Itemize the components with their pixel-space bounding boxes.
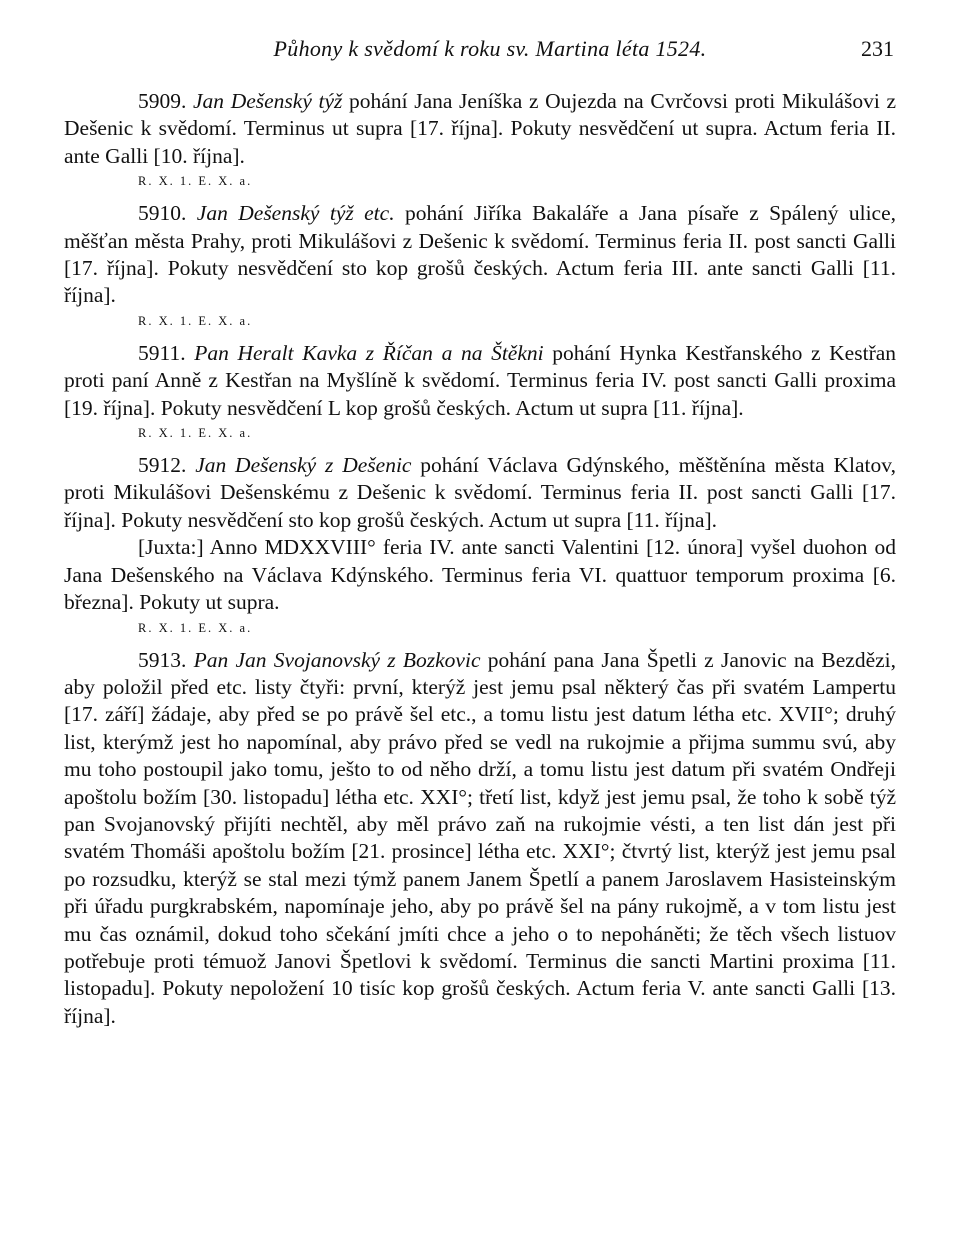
entry-5911 [64,340,896,442]
entry-5913 [64,647,896,1031]
entry-number: 5911. [138,340,186,365]
entry-number: 5912. [138,453,187,478]
entry-paragraph [64,340,896,422]
entry-number: 5910. [138,201,187,226]
entry-text: pohání pana Jana Špetli z Janovic na Bezdězi, aby položil před etc. listy čtyři: první, kterýž jest jemu psal některý čas při svatém Lampertu [17. září] žádaje, aby před se po právě šel etc., a tomu listu jest datum létha etc. XVII°; druhý list, kterýmž jest ho napomínal, aby právo před se vedl na rukojmie a přijma summu svú, aby mu toho postoupil jako tomu, ješto to od něho drží, a tomu listu jest datum při svatém Ondřeji apoštolu božím [30. listopadu] létha etc. XXI°; třetí list, když jest jemu psal, že toho k sobě týž pan Svojanovský přijíti nechtěl, aby měl právo zaň na rukojmie vésti, a ten list dán jest při svatém Thomáši apoštolu božím [21. prosince] létha etc. XXI°; čtvrtý list, kterýž jest jemu psal po rozsudku, kterýž se stal mezi týmž panem Janem Špetlí a panem Jaroslavem Hasisteinským při úřadu purgkrabském, napomínaje jeho, aby po právě šel na pány rukojmě, a v tom listu jest mu čas oznámil, dokud toho sčekání jmíti chce a jeho o to nepoháněti; že těch všech listuov potřebuje proti témuož Janovi Špetlovi k svědomí. Terminus die sancti Martini proxima [11. listopadu]. Pokuty nepoložení 10 tisíc kop grošů českých. Actum feria V. ante sancti Galli [13. října]. [64,647,897,1028]
entry-number: 5913. [138,647,187,672]
entry-party: Pan Jan Svojanovský z Bozkovic [193,647,481,672]
entry-party: Jan Dešenský týž etc. [196,201,395,226]
entry-number: 5909. [138,89,187,113]
entry-text: pohání Jiříka Bakaláře a Jana písaře z Spálený ulice, měšťan města Prahy, proti Mikulášovi z Dešenic k svědomí. Terminus feria II. post sancti Galli [17. října]. Pokuty nesvědčení sto kop grošů českých. Actum feria III. ante sancti Galli [11. října]. [64,201,897,308]
entry-text: pohání Václava Gdýnského, měštěnína města Klatov, proti Mikulášovi Dešenskému z Dešenic k svědomí. Terminus feria II. post sancti Galli [17. října]. Pokuty nesvědčení sto kop grošů českých. Actum ut supra [11. října]. [64,453,897,532]
entry-5909 [64,88,896,190]
entry-siglum: R. X. 1. E. X. a. [138,620,253,635]
entry-party: Jan Dešenský z Dešenic [195,453,412,478]
entry-paragraph [64,452,896,534]
entry-paragraph [64,647,896,1031]
page-number: 231 [861,36,894,61]
entry-paragraph [64,200,896,310]
entry-text: pohání Hynka Kestřanského z Kestřan proti paní Anně z Kestřan na Myšlíně k svědomí. Terminus feria IV. post sancti Galli proxima [19. října]. Pokuty nesvědčení L kop grošů českých. Actum ut supra [11. října]. [64,340,897,420]
entry-siglum: R. X. 1. E. X. a. [138,313,253,328]
entry-party: Pan Heralt Kavka z Říčan a na Štěkni [194,340,544,365]
entry-5912 [64,452,896,636]
entry-5910 [64,200,896,330]
running-title: Půhony k svědomí k roku sv. Martina léta 1524. [273,36,707,61]
entry-note: [Juxta:] Anno MDXXVIII° feria IV. ante sancti Valentini [12. února] vyšel duohon od Jana Dešenského na Václava Kdýnského. Terminus feria VI. quattuor temporum proxima [6. března]. Pokuty ut supra. [64,535,896,615]
entry-paragraph [64,88,896,170]
entry-siglum: R. X. 1. E. X. a. [138,174,253,189]
entry-text: pohání Jana Jeníška z Oujezda na Cvrčovsi proti Mikulášovi z Dešenic k svědomí. Terminus ut supra [17. října]. Pokuty nesvědčení ut supra. Actum feria II. ante Galli [10. října]. [64,89,896,168]
body-text [64,88,896,1039]
entry-siglum: R. X. 1. E. X. a. [138,426,253,441]
entry-party: Jan Dešenský týž [193,89,343,113]
